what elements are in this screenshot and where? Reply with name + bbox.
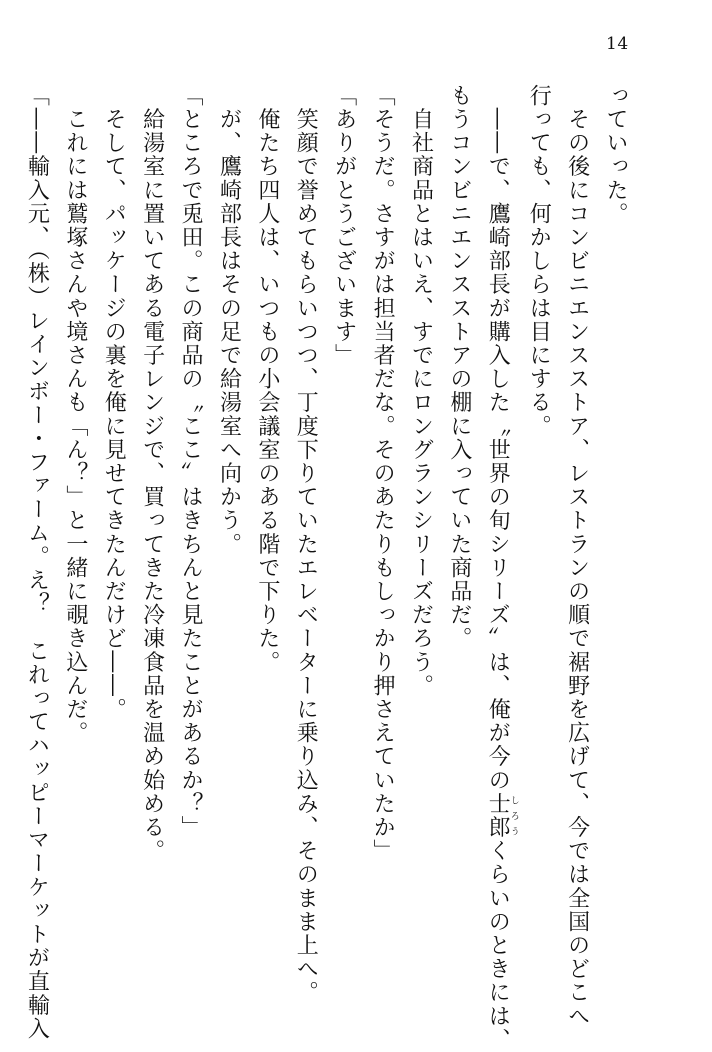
text-line — [478, 84, 519, 1052]
text-line-part: くらいのときには、 — [485, 839, 511, 1052]
ruby-base: 士郎 — [485, 792, 511, 840]
text-line: その後にコンビニエンスストア、レストランの順で裾野を広げて、今では全国のどこへ — [564, 84, 590, 1028]
text-line: 給湯室に置いてある電子レンジで、買ってきた冷凍食品を温め始める。 — [139, 84, 165, 863]
text-line: 「ありがとうございます」 — [331, 84, 357, 368]
text-line: 自社商品とはいえ、すでにロングランシリーズだろう。 — [408, 84, 434, 698]
text-line: 笑顔で誉めてもらいつつ、丁度下りていたエレベーターに乗り込み、そのまま上へ。 — [293, 84, 319, 1005]
page-number: 14 — [606, 34, 629, 54]
text-line: 俺たち四人は、いつもの小会議室のある階で下りた。 — [254, 84, 280, 674]
text-line: もうコンビニエンスストアの棚に入っていた商品だ。 — [446, 84, 472, 651]
text-line: これには鷲塚さんや境さんも「ん？」と一緒に覗き込んだ。 — [62, 84, 88, 745]
text-line: っていった。 — [603, 84, 628, 226]
furigana-word — [485, 792, 519, 840]
text-line-part: ――で、鷹崎部長が購入した〝世界の旬シリーズ〟は、俺が今の — [485, 84, 511, 792]
text-line: が、鷹崎部長はその足で給湯室へ向かう。 — [216, 84, 242, 556]
text-line: 「ところで兎田。この商品の〝ここ〟はきちんと見たことがあるか？」 — [178, 84, 204, 840]
text-line: 「そうだ。さすがは担当者だな。そのあたりもしっかり押さえていたか」 — [370, 84, 396, 863]
text-line: 行っても、何かしらは目にする。 — [526, 84, 552, 438]
body-text — [17, 84, 634, 1052]
text-line: そして、パッケージの裏を俺に見せてきたんだけど――。 — [101, 84, 127, 722]
text-line: 「――輸入元、（株）レインボー・ファーム。え？ これってハッピーマーケットが直輸入 — [24, 84, 50, 1041]
ruby-reading: しろう — [508, 792, 519, 840]
